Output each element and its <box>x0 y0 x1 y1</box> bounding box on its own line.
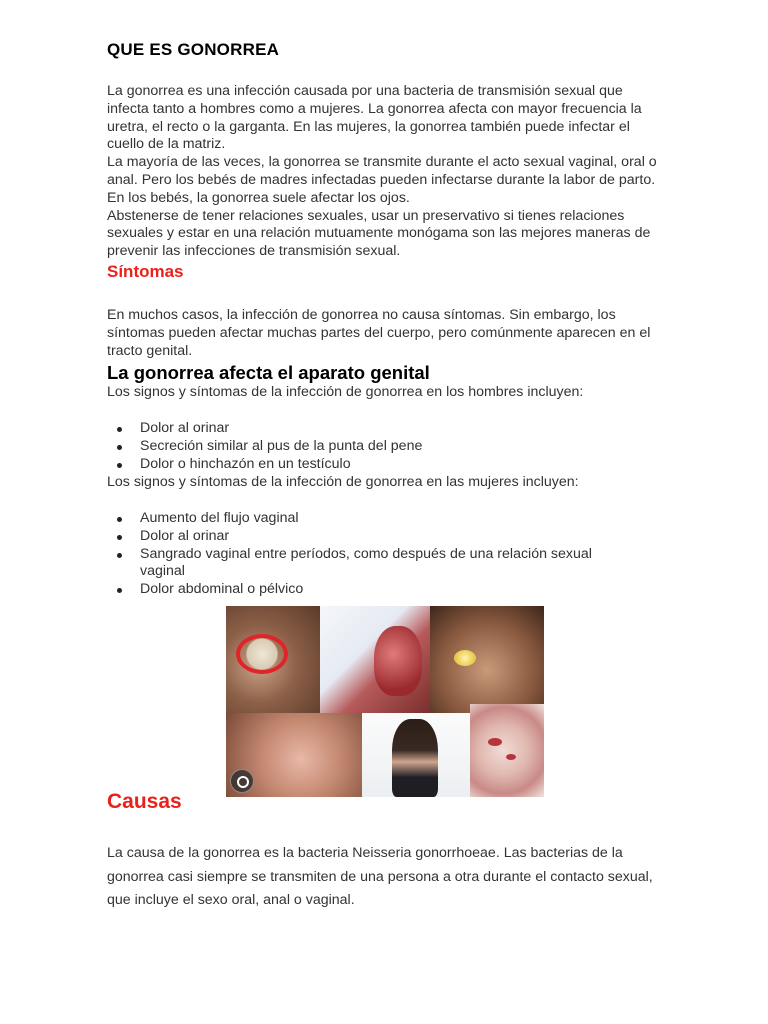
list-item: Dolor abdominal o pélvico <box>107 581 607 599</box>
list-item: Dolor o hinchazón en un testículo <box>107 456 607 474</box>
page-title: QUE ES GONORREA <box>107 40 280 59</box>
intro-paragraph: Abstenerse de tener relaciones sexuales, usar un preservativo si tienes relaciones sexuales y estar en una relación mutuamente monógama son las mejores maneras de prevenir las infecciones de transmisión sexual. <box>107 207 651 260</box>
genital-heading: La gonorrea afecta el aparato genital <box>107 362 430 383</box>
women-symptoms-list <box>107 510 607 599</box>
collage-detail <box>392 719 438 797</box>
collage-detail <box>374 626 422 696</box>
list-item: Dolor al orinar <box>107 528 607 546</box>
collage-photo <box>226 606 320 713</box>
collage-photo <box>470 704 544 797</box>
highlight-circle <box>236 634 288 674</box>
symptoms-photo-collage <box>226 606 544 797</box>
list-item: Dolor al orinar <box>107 420 607 438</box>
women-symptoms-lead: Los signos y síntomas de la infección de gonorrea en las mujeres incluyen: <box>107 474 579 490</box>
sintomas-heading: Síntomas <box>107 262 184 281</box>
causas-heading: Causas <box>107 790 182 813</box>
list-item: Secreción similar al pus de la punta del pene <box>107 438 607 456</box>
list-item: Aumento del flujo vaginal <box>107 510 607 528</box>
lens-search-icon[interactable] <box>230 769 254 793</box>
collage-detail <box>506 754 516 760</box>
intro-paragraph: La mayoría de las veces, la gonorrea se transmite durante el acto sexual vaginal, oral o anal. Pero los bebés de madres infectadas pueden infectarse durante la labor de parto. En los bebés, la gonorrea suele afectar los ojos. <box>107 154 657 206</box>
sintomas-paragraph: En muchos casos, la infección de gonorrea no causa síntomas. Sin embargo, los síntomas pueden afectar muchas partes del cuerpo, pero comúnmente aparecen en el tracto genital. <box>107 307 651 359</box>
intro-paragraph: La gonorrea es una infección causada por una bacteria de transmisión sexual que infecta tanto a hombres como a mujeres. La gonorrea afecta con mayor frecuencia la uretra, el recto o la garganta. En las mujeres, la gonorrea también puede infectar el cuello de la matriz. <box>107 83 642 153</box>
intro-section <box>107 83 667 261</box>
collage-photo <box>430 606 544 713</box>
causas-paragraph: La causa de la gonorrea es la bacteria Neisseria gonorrhoeae. Las bacterias de la gonorrea casi siempre se transmiten de una persona a otra durante el contacto sexual, que incluye el sexo oral, anal o vaginal. <box>107 845 653 909</box>
list-item: Sangrado vaginal entre períodos, como después de una relación sexual vaginal <box>107 546 607 582</box>
collage-detail <box>488 738 502 746</box>
men-symptoms-lead: Los signos y síntomas de la infección de gonorrea en los hombres incluyen: <box>107 384 584 400</box>
collage-photo <box>362 713 470 797</box>
collage-photo <box>320 606 430 713</box>
collage-detail <box>454 650 476 666</box>
men-symptoms-list <box>107 420 607 473</box>
